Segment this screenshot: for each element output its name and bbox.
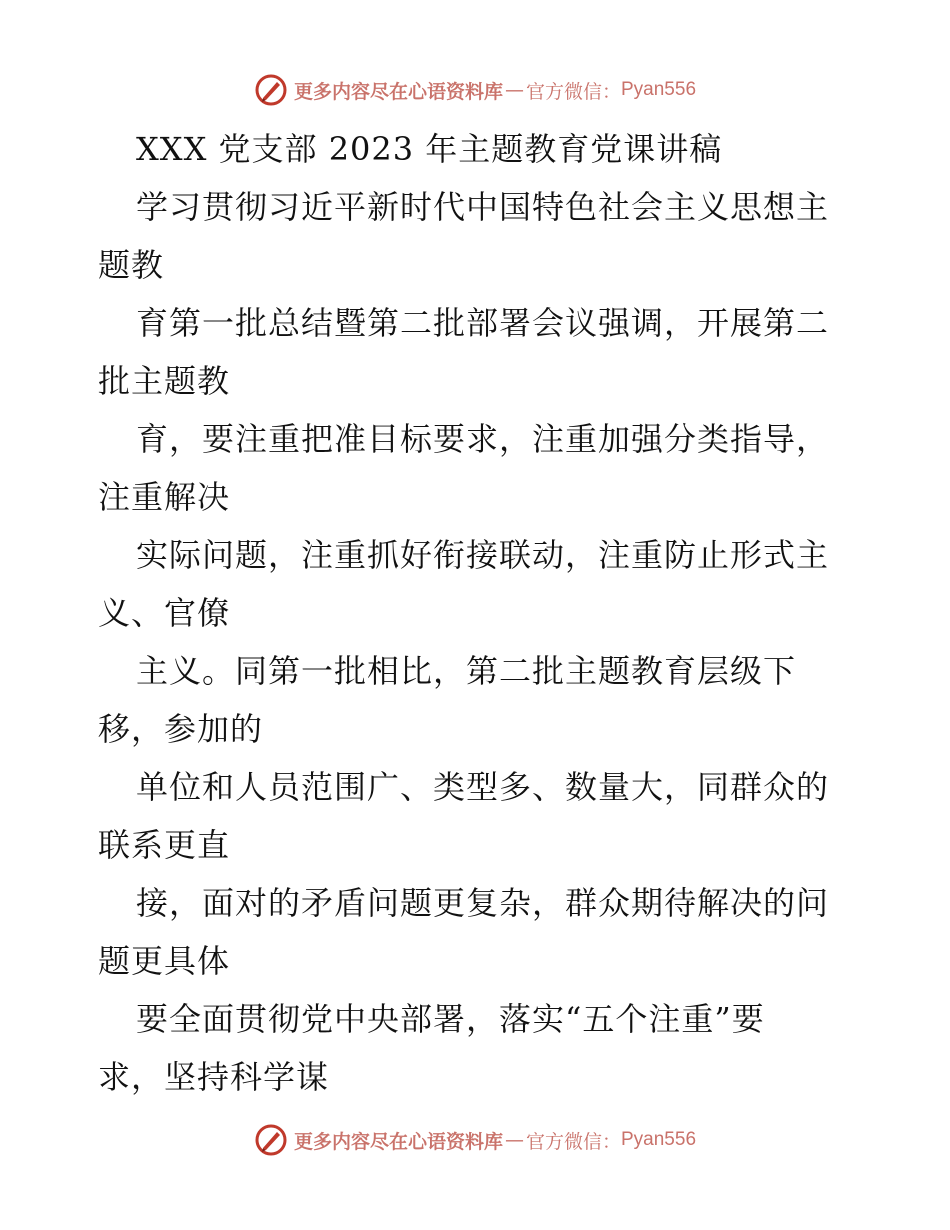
watermark-text: 更多内容尽在心语资料库 [293,80,503,103]
body-text-line: 主义。同第一批相比，第二批主题教育层级下 [136,652,797,690]
body-text-line: 联系更直 [98,826,231,864]
body-text-line: 题教 [98,246,165,284]
body-text-line: 育，要注重把准目标要求，注重加强分类指导， [136,420,830,458]
watermark-dash: — [504,79,524,101]
body-text-line: 注重解决 [98,478,231,516]
body-text-line: 义、官僚 [98,594,231,632]
body-text-line: 实际问题，注重抓好衔接联动，注重防止形式主 [136,536,830,574]
body-text-line: 求，坚持科学谋 [98,1058,330,1096]
document-body [98,120,868,1106]
body-text-line: 批主题教 [98,362,231,400]
watermark-suffix: 官方微信： [525,80,621,103]
body-text-line: 单位和人员范围广、类型多、数量大，同群众的 [136,768,830,806]
watermark-text: 更多内容尽在心语资料库 [293,1130,503,1153]
pen-logo-icon [254,73,288,107]
header-watermark [0,70,950,110]
footer-watermark [0,1120,950,1160]
body-text-line: 学习贯彻习近平新时代中国特色社会主义思想主 [136,188,830,226]
watermark-suffix: 官方微信： [525,1130,621,1153]
watermark-wechat-id: Pyan556 [621,1129,697,1150]
body-text-line: 移，参加的 [98,710,264,748]
body-text-line: 题更具体 [98,942,231,980]
body-text-line: 要全面贯彻党中央部署，落实“五个注重”要 [136,1000,765,1038]
body-text-line: 接，面对的矛盾问题更复杂，群众期待解决的问 [136,884,830,922]
pen-logo-icon [254,1123,288,1157]
body-text-line: 育第一批总结暨第二批部署会议强调，开展第二 [136,304,830,342]
watermark-dash: — [504,1129,524,1151]
document-title: XXX 党支部 2023 年主题教育党课讲稿 [136,130,723,168]
watermark-wechat-id: Pyan556 [621,79,697,100]
